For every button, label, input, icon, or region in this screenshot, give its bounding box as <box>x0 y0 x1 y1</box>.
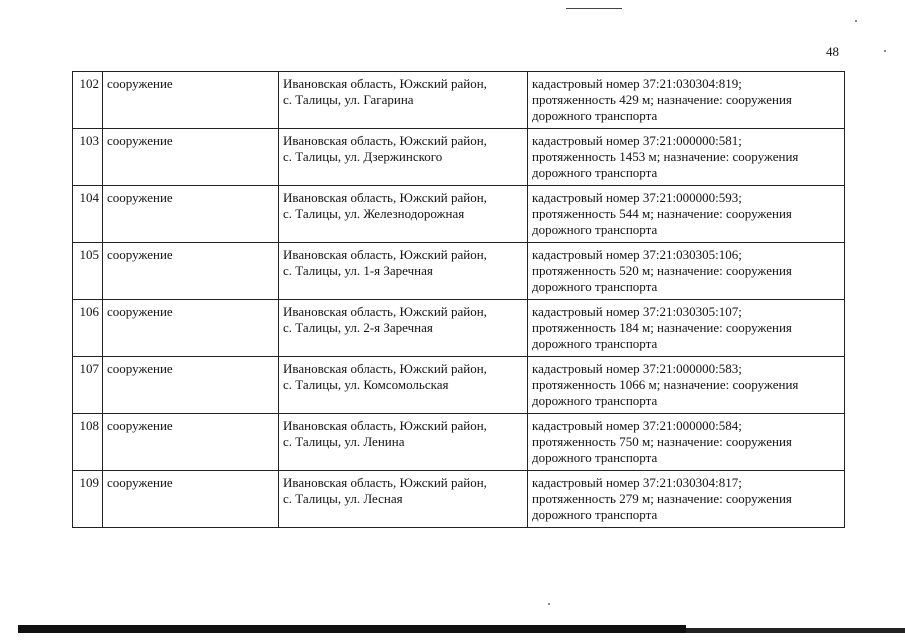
table-row <box>73 300 845 357</box>
object-type: сооружение <box>103 414 279 471</box>
description-line: дорожного транспорта <box>532 165 658 180</box>
row-number: 106 <box>73 300 103 357</box>
scan-speck <box>855 20 857 22</box>
object-description <box>528 186 845 243</box>
object-address <box>279 414 528 471</box>
object-description <box>528 300 845 357</box>
description-line: протяженность 279 м; назначение: сооружения <box>532 491 792 506</box>
row-number: 102 <box>73 72 103 129</box>
description-line: протяженность 544 м; назначение: сооружения <box>532 206 792 221</box>
object-description <box>528 243 845 300</box>
address-line: Ивановская область, Южский район, <box>283 76 487 91</box>
address-line: Ивановская область, Южский район, <box>283 190 487 205</box>
page-number: 48 <box>826 44 839 59</box>
address-line: Ивановская область, Южский район, <box>283 133 487 148</box>
description-line: дорожного транспорта <box>532 108 658 123</box>
scan-edge-bar <box>686 628 905 633</box>
address-line: с. Талицы, ул. Комсомольская <box>283 377 449 392</box>
scan-speck <box>884 50 886 52</box>
object-address <box>279 471 528 528</box>
address-line: Ивановская область, Южский район, <box>283 361 487 376</box>
description-line: протяженность 750 м; назначение: сооружения <box>532 434 792 449</box>
description-line: кадастровый номер 37:21:000000:583; <box>532 361 742 376</box>
description-line: кадастровый номер 37:21:030304:819; <box>532 76 742 91</box>
description-line: кадастровый номер 37:21:000000:584; <box>532 418 742 433</box>
top-rule <box>566 8 622 9</box>
property-registry-table <box>72 71 845 528</box>
object-address <box>279 129 528 186</box>
description-line: кадастровый номер 37:21:030304:817; <box>532 475 742 490</box>
object-type: сооружение <box>103 300 279 357</box>
scan-edge-bar <box>18 625 686 633</box>
address-line: с. Талицы, ул. Лесная <box>283 491 403 506</box>
description-line: протяженность 1453 м; назначение: сооружения <box>532 149 799 164</box>
object-address <box>279 357 528 414</box>
address-line: с. Талицы, ул. Гагарина <box>283 92 414 107</box>
object-description <box>528 471 845 528</box>
description-line: дорожного транспорта <box>532 336 658 351</box>
object-description <box>528 357 845 414</box>
address-line: Ивановская область, Южский район, <box>283 418 487 433</box>
description-line: кадастровый номер 37:21:000000:593; <box>532 190 742 205</box>
address-line: с. Талицы, ул. Дзержинского <box>283 149 443 164</box>
description-line: кадастровый номер 37:21:030305:107; <box>532 304 742 319</box>
object-description <box>528 414 845 471</box>
registry-table-body <box>73 72 845 528</box>
object-description <box>528 72 845 129</box>
address-line: с. Талицы, ул. 2-я Заречная <box>283 320 433 335</box>
table-row <box>73 243 845 300</box>
object-description <box>528 129 845 186</box>
object-address <box>279 300 528 357</box>
row-number: 104 <box>73 186 103 243</box>
object-type: сооружение <box>103 186 279 243</box>
table-row <box>73 357 845 414</box>
description-line: протяженность 1066 м; назначение: сооружения <box>532 377 799 392</box>
object-address <box>279 72 528 129</box>
row-number: 103 <box>73 129 103 186</box>
table-row <box>73 72 845 129</box>
object-address <box>279 186 528 243</box>
row-number: 107 <box>73 357 103 414</box>
row-number: 108 <box>73 414 103 471</box>
table-row <box>73 471 845 528</box>
description-line: протяженность 184 м; назначение: сооружения <box>532 320 792 335</box>
description-line: кадастровый номер 37:21:000000:581; <box>532 133 742 148</box>
description-line: дорожного транспорта <box>532 450 658 465</box>
object-type: сооружение <box>103 471 279 528</box>
table-row <box>73 414 845 471</box>
object-type: сооружение <box>103 72 279 129</box>
address-line: Ивановская область, Южский район, <box>283 304 487 319</box>
object-type: сооружение <box>103 129 279 186</box>
row-number: 109 <box>73 471 103 528</box>
description-line: дорожного транспорта <box>532 279 658 294</box>
description-line: дорожного транспорта <box>532 393 658 408</box>
address-line: с. Талицы, ул. 1-я Заречная <box>283 263 433 278</box>
table-row <box>73 129 845 186</box>
address-line: с. Талицы, ул. Железнодорожная <box>283 206 465 221</box>
scan-speck <box>548 603 550 605</box>
address-line: Ивановская область, Южский район, <box>283 475 487 490</box>
object-address <box>279 243 528 300</box>
description-line: дорожного транспорта <box>532 507 658 522</box>
description-line: дорожного транспорта <box>532 222 658 237</box>
table-row <box>73 186 845 243</box>
address-line: с. Талицы, ул. Ленина <box>283 434 405 449</box>
description-line: кадастровый номер 37:21:030305:106; <box>532 247 742 262</box>
object-type: сооружение <box>103 357 279 414</box>
description-line: протяженность 429 м; назначение: сооружения <box>532 92 792 107</box>
row-number: 105 <box>73 243 103 300</box>
address-line: Ивановская область, Южский район, <box>283 247 487 262</box>
object-type: сооружение <box>103 243 279 300</box>
description-line: протяженность 520 м; назначение: сооружения <box>532 263 792 278</box>
